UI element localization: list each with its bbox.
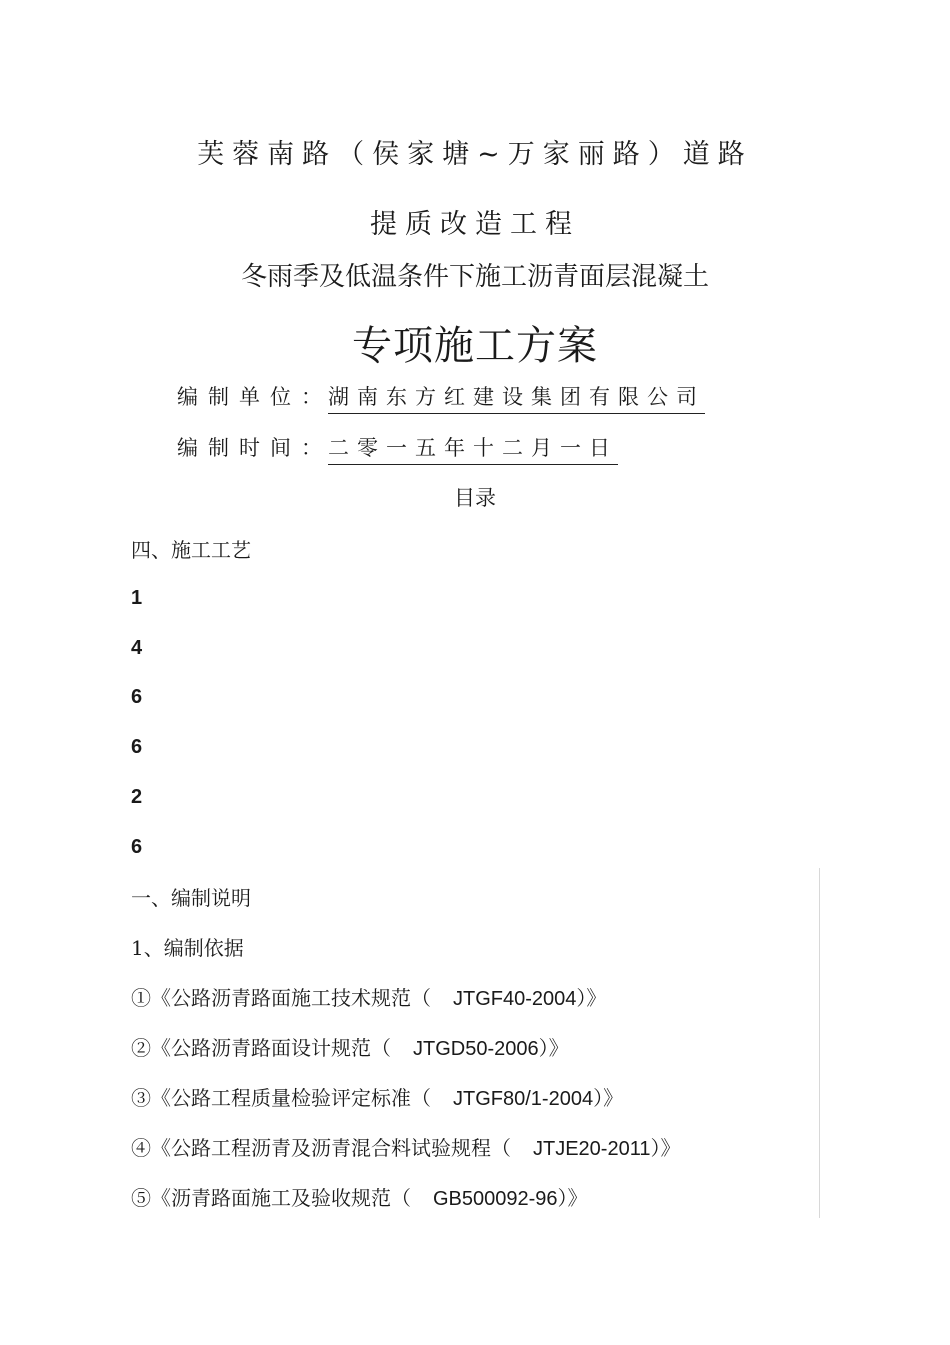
- cover-title-line3: 冬雨季及低温条件下施工沥青面层混凝土: [240, 262, 709, 292]
- reference-suffix: ）》: [538, 1036, 569, 1060]
- reference-item: [131, 982, 606, 1011]
- reference-item: [131, 1082, 623, 1111]
- page-edge-divider: [819, 868, 820, 1218]
- toc-page-number: 6: [131, 736, 143, 758]
- cover-title-line4: 专项施工方案: [352, 323, 598, 369]
- time-label: 编制时间：: [177, 436, 332, 460]
- reference-code: JTJE20-2011: [533, 1138, 651, 1160]
- reference-code: JTGF80/1-2004: [453, 1088, 594, 1110]
- reference-suffix: ）》: [650, 1136, 681, 1160]
- toc-page-number: 6: [131, 686, 143, 708]
- reference-item: [131, 1032, 569, 1061]
- reference-suffix: ）》: [576, 986, 607, 1010]
- subsection-title: 1、编制依据: [131, 936, 244, 960]
- section-title: 一、编制说明: [131, 886, 251, 910]
- cover-title-line2: 提质改造工程: [370, 209, 580, 240]
- toc-page-number: 1: [131, 587, 143, 609]
- reference-prefix: ⑤《沥青路面施工及验收规范（: [131, 1186, 411, 1210]
- cover-title-line1: 芙蓉南路（侯家塘~万家丽路）道路: [197, 139, 753, 170]
- reference-prefix: ④《公路工程沥青及沥青混合料试验规程（: [131, 1136, 511, 1160]
- reference-prefix: ②《公路沥青路面设计规范（: [131, 1036, 391, 1060]
- toc-page-number: 6: [131, 836, 143, 858]
- toc-page-number: 4: [131, 637, 143, 659]
- toc-page-number: 2: [131, 786, 143, 808]
- unit-value: 湖南东方红建设集团有限公司: [328, 381, 705, 414]
- reference-prefix: ①《公路沥青路面施工技术规范（: [131, 986, 431, 1010]
- toc-section: 四、施工工艺: [131, 538, 251, 562]
- reference-code: JTGF40-2004: [453, 988, 577, 1010]
- reference-code: JTGD50-2006: [413, 1038, 539, 1060]
- unit-label: 编制单位：: [177, 385, 332, 409]
- reference-item: [131, 1132, 680, 1161]
- time-value: 二零一五年十二月一日: [328, 432, 618, 465]
- reference-suffix: ）》: [557, 1186, 588, 1210]
- toc-heading: 目录: [454, 486, 496, 510]
- reference-prefix: ③《公路工程质量检验评定标准（: [131, 1086, 431, 1110]
- reference-code: GB500092-96: [433, 1188, 558, 1210]
- reference-item: [131, 1182, 588, 1211]
- reference-suffix: ）》: [593, 1086, 624, 1110]
